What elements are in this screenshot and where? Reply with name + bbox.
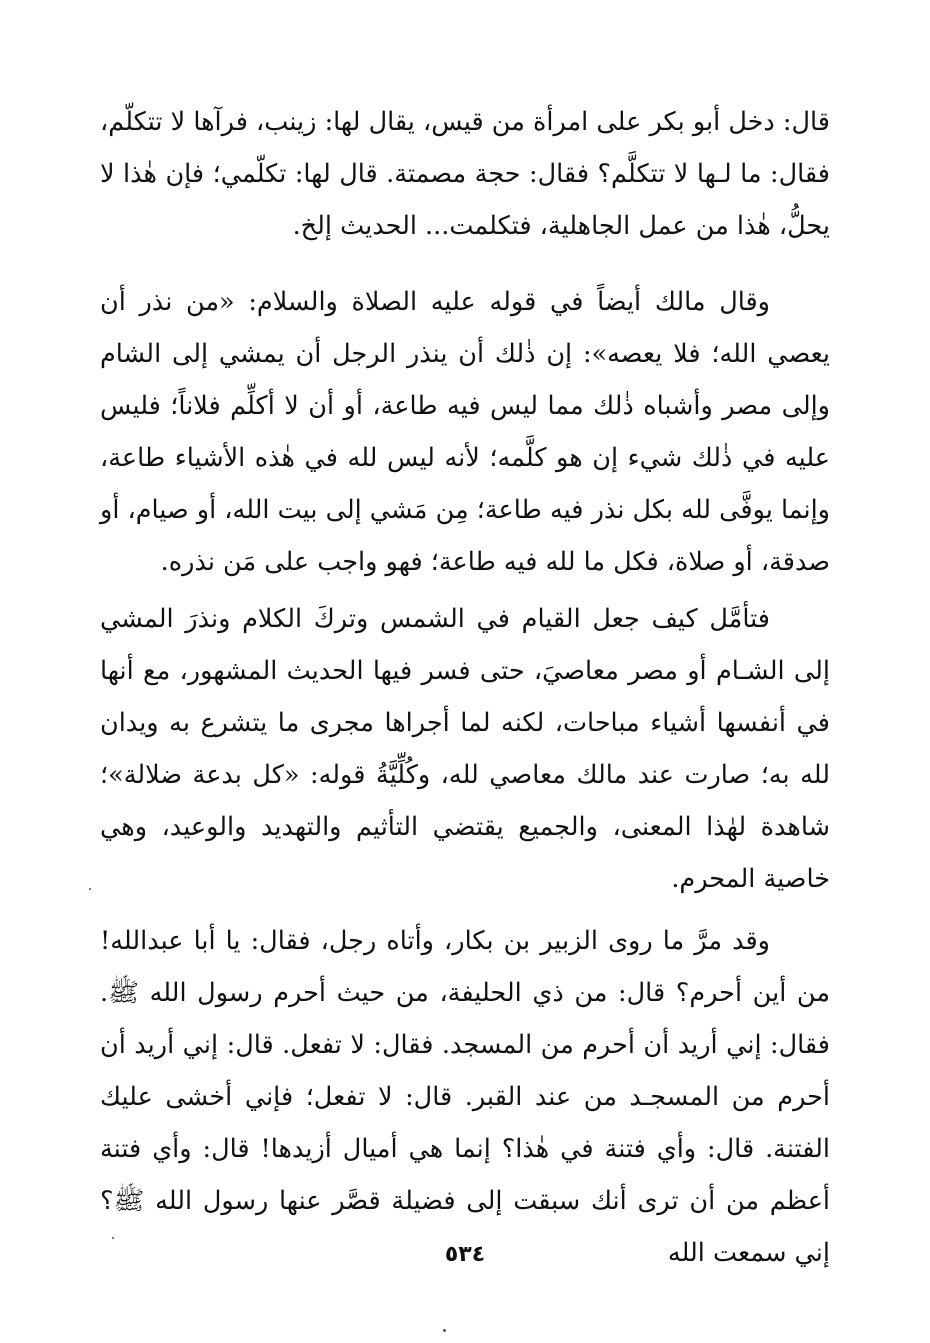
paragraph-malik-vow-commentary: وقال مالك أيضاً في قوله عليه الصلاة والسلام: «من نذر أن يعصي الله؛ فلا يعصه»: إن ذٰلك أن ينذر الرجل أن يمشي إلى الشام وإلى مصر وأشباه ذٰلك مما ليس فيه طاعة، أو أن لا أكلِّم فلاناً؛ فليس عليه في ذٰلك شيء إن هو كلَّمه؛ لأنه ليس لله في هٰذه الأشياء طاعة، وإنما يوفَّى لله بكل نذر فيه طاعة؛ مِن مَشي إلى بيت الله، أو صيام، أو صدقة، أو صلاة، فكل ما لله فيه طاعة؛ فهو واجب على مَن نذره. — [100, 287, 830, 577]
scan-speck — [112, 1237, 114, 1239]
page-number: ٥٣٤ — [444, 1242, 486, 1267]
paragraph-zaynab-narration: قال: دخل أبو بكر على امرأة من قيس، يقال لها: زينب، فرآها لا تتكلّم، فقال: ما لـها لا تتكلَّم؟ فقال: حجة مصمتة. قال لها: تكلّمي؛ فإن هٰذا لا يحلُّ، هٰذا من عمل الجاهلية، فتكلمت... الحديث إلخ. — [100, 107, 830, 241]
scan-speck — [443, 1329, 446, 1332]
paragraph-zubayr-narration: وقد مرَّ ما روى الزبير بن بكار، وأتاه رجل، فقال: يا أبا عبدالله! من أين أحرم؟ قال: من ذي الحليفة، من حيث أحرم رسول الله ﷺ. فقال: إني أريد أن أحرم من المسجد. فقال: لا تفعل. قال: إني أريد أن أحرم من المسجـد من عند القبر. قال: لا تفعل؛ فإني أخشى عليك الفتنة. قال: وأي فتنة في هٰذا؟ إنما هي أميال أزيدها! قال: وأي فتنة أعظم من أن ترى أنك سبقت إلى فضيلة قصَّر عنها رسول الله ﷺ؟ إني سمعت الله — [100, 926, 830, 1268]
scan-speck — [89, 888, 91, 890]
paragraph-reflection: فتأمَّل كيف جعل القيام في الشمس وتركَ الكلام ونذرَ المشي إلى الشـام أو مصر معاصيَ، حتى فسر فيها الحديث المشهور، مع أنها في أنفسها أشياء مباحات، لكنه لما أجراها مجرى ما يتشرع به ويدان لله به؛ صارت عند مالك معاصي لله، وكُلِّيَّةُ قوله: «كل بدعة ضلالة»؛ شاهدة لهٰذا المعنى، والجميع يقتضي التأثيم والتهديد والوعيد، وهي خاصية المحرم. — [100, 604, 830, 894]
